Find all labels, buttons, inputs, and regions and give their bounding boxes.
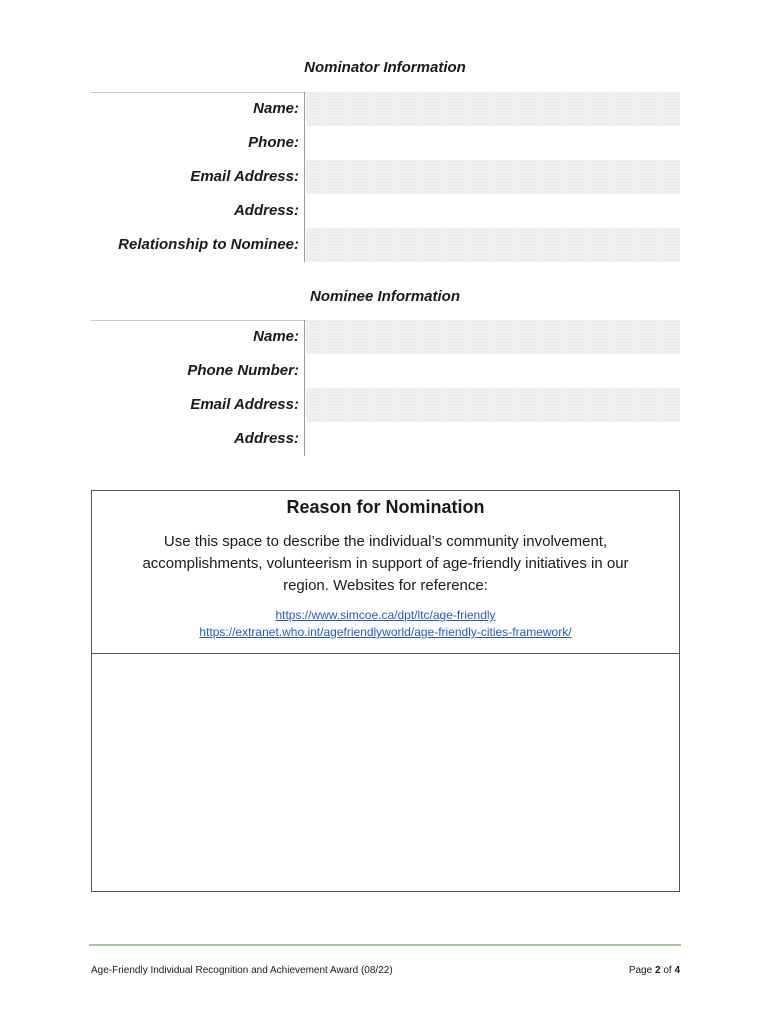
field-divider: [304, 126, 305, 160]
nominator-address-label: Address:: [233, 202, 299, 219]
field-divider: [304, 354, 305, 388]
nominator-email-field[interactable]: [306, 160, 680, 194]
nominator-form: [91, 92, 680, 262]
total-pages: 4: [674, 965, 680, 976]
nominee-name-row: [91, 320, 680, 354]
nominator-section-title: Nominator Information: [304, 59, 466, 76]
who-link[interactable]: https://extranet.who.int/agefriendlyworld/age-friendly-cities-framework/: [199, 625, 572, 639]
field-divider: [304, 228, 305, 262]
nominee-form: [91, 320, 680, 456]
reason-title: Reason for Nomination: [286, 497, 485, 517]
reference-links: [92, 607, 679, 641]
of-word: of: [663, 965, 672, 976]
nominator-address-field[interactable]: [306, 194, 680, 228]
nominator-relationship-row: [91, 228, 680, 262]
nominee-name-field[interactable]: [306, 320, 680, 354]
field-divider: [304, 388, 305, 422]
field-divider: [304, 320, 305, 354]
nominator-relationship-field[interactable]: [306, 228, 680, 262]
nominee-email-row: [91, 388, 680, 422]
field-divider: [304, 92, 305, 126]
nominee-phone-row: [91, 354, 680, 388]
nominator-email-label: Email Address:: [190, 168, 299, 185]
nominator-phone-row: [91, 126, 680, 160]
nominee-phone-field[interactable]: [306, 354, 680, 388]
current-page: 2: [654, 965, 661, 976]
nominee-address-field[interactable]: [306, 422, 680, 456]
simcoe-link[interactable]: https://www.simcoe.ca/dpt/ltc/age-friendly: [275, 608, 496, 622]
nominator-phone-field[interactable]: [306, 126, 680, 160]
footer-page-number: [629, 965, 680, 976]
nominee-phone-label: Phone Number:: [187, 362, 299, 379]
nominator-phone-label: Phone:: [248, 134, 299, 151]
nominee-email-label: Email Address:: [190, 396, 299, 413]
field-divider: [304, 160, 305, 194]
nominator-name-label: Name:: [253, 100, 299, 117]
nominee-email-field[interactable]: [306, 388, 680, 422]
nominator-name-row: [91, 92, 680, 126]
page-word: Page: [628, 965, 653, 976]
nominee-section-title: Nominee Information: [309, 288, 460, 305]
nominator-address-row: [91, 194, 680, 228]
reason-box: [91, 490, 680, 892]
nominator-email-row: [91, 160, 680, 194]
footer-document-title: Age-Friendly Individual Recognition and Achievement Award (08/22): [91, 965, 393, 976]
nominee-name-label: Name:: [253, 328, 299, 345]
reason-text-area[interactable]: [92, 653, 679, 891]
footer-rule: [89, 944, 681, 946]
nominee-address-row: [91, 422, 680, 456]
reason-header: [92, 491, 679, 654]
nominee-address-label: Address:: [233, 430, 299, 447]
reason-description: Use this space to describe the individual’s community involvement, accomplishments, volunteerism in support of age-friendly initiatives in our region. Websites for reference:: [142, 533, 629, 594]
nominator-relationship-label: Relationship to Nominee:: [118, 236, 299, 253]
field-divider: [304, 422, 305, 456]
nominator-name-field[interactable]: [306, 92, 680, 126]
field-divider: [304, 194, 305, 228]
